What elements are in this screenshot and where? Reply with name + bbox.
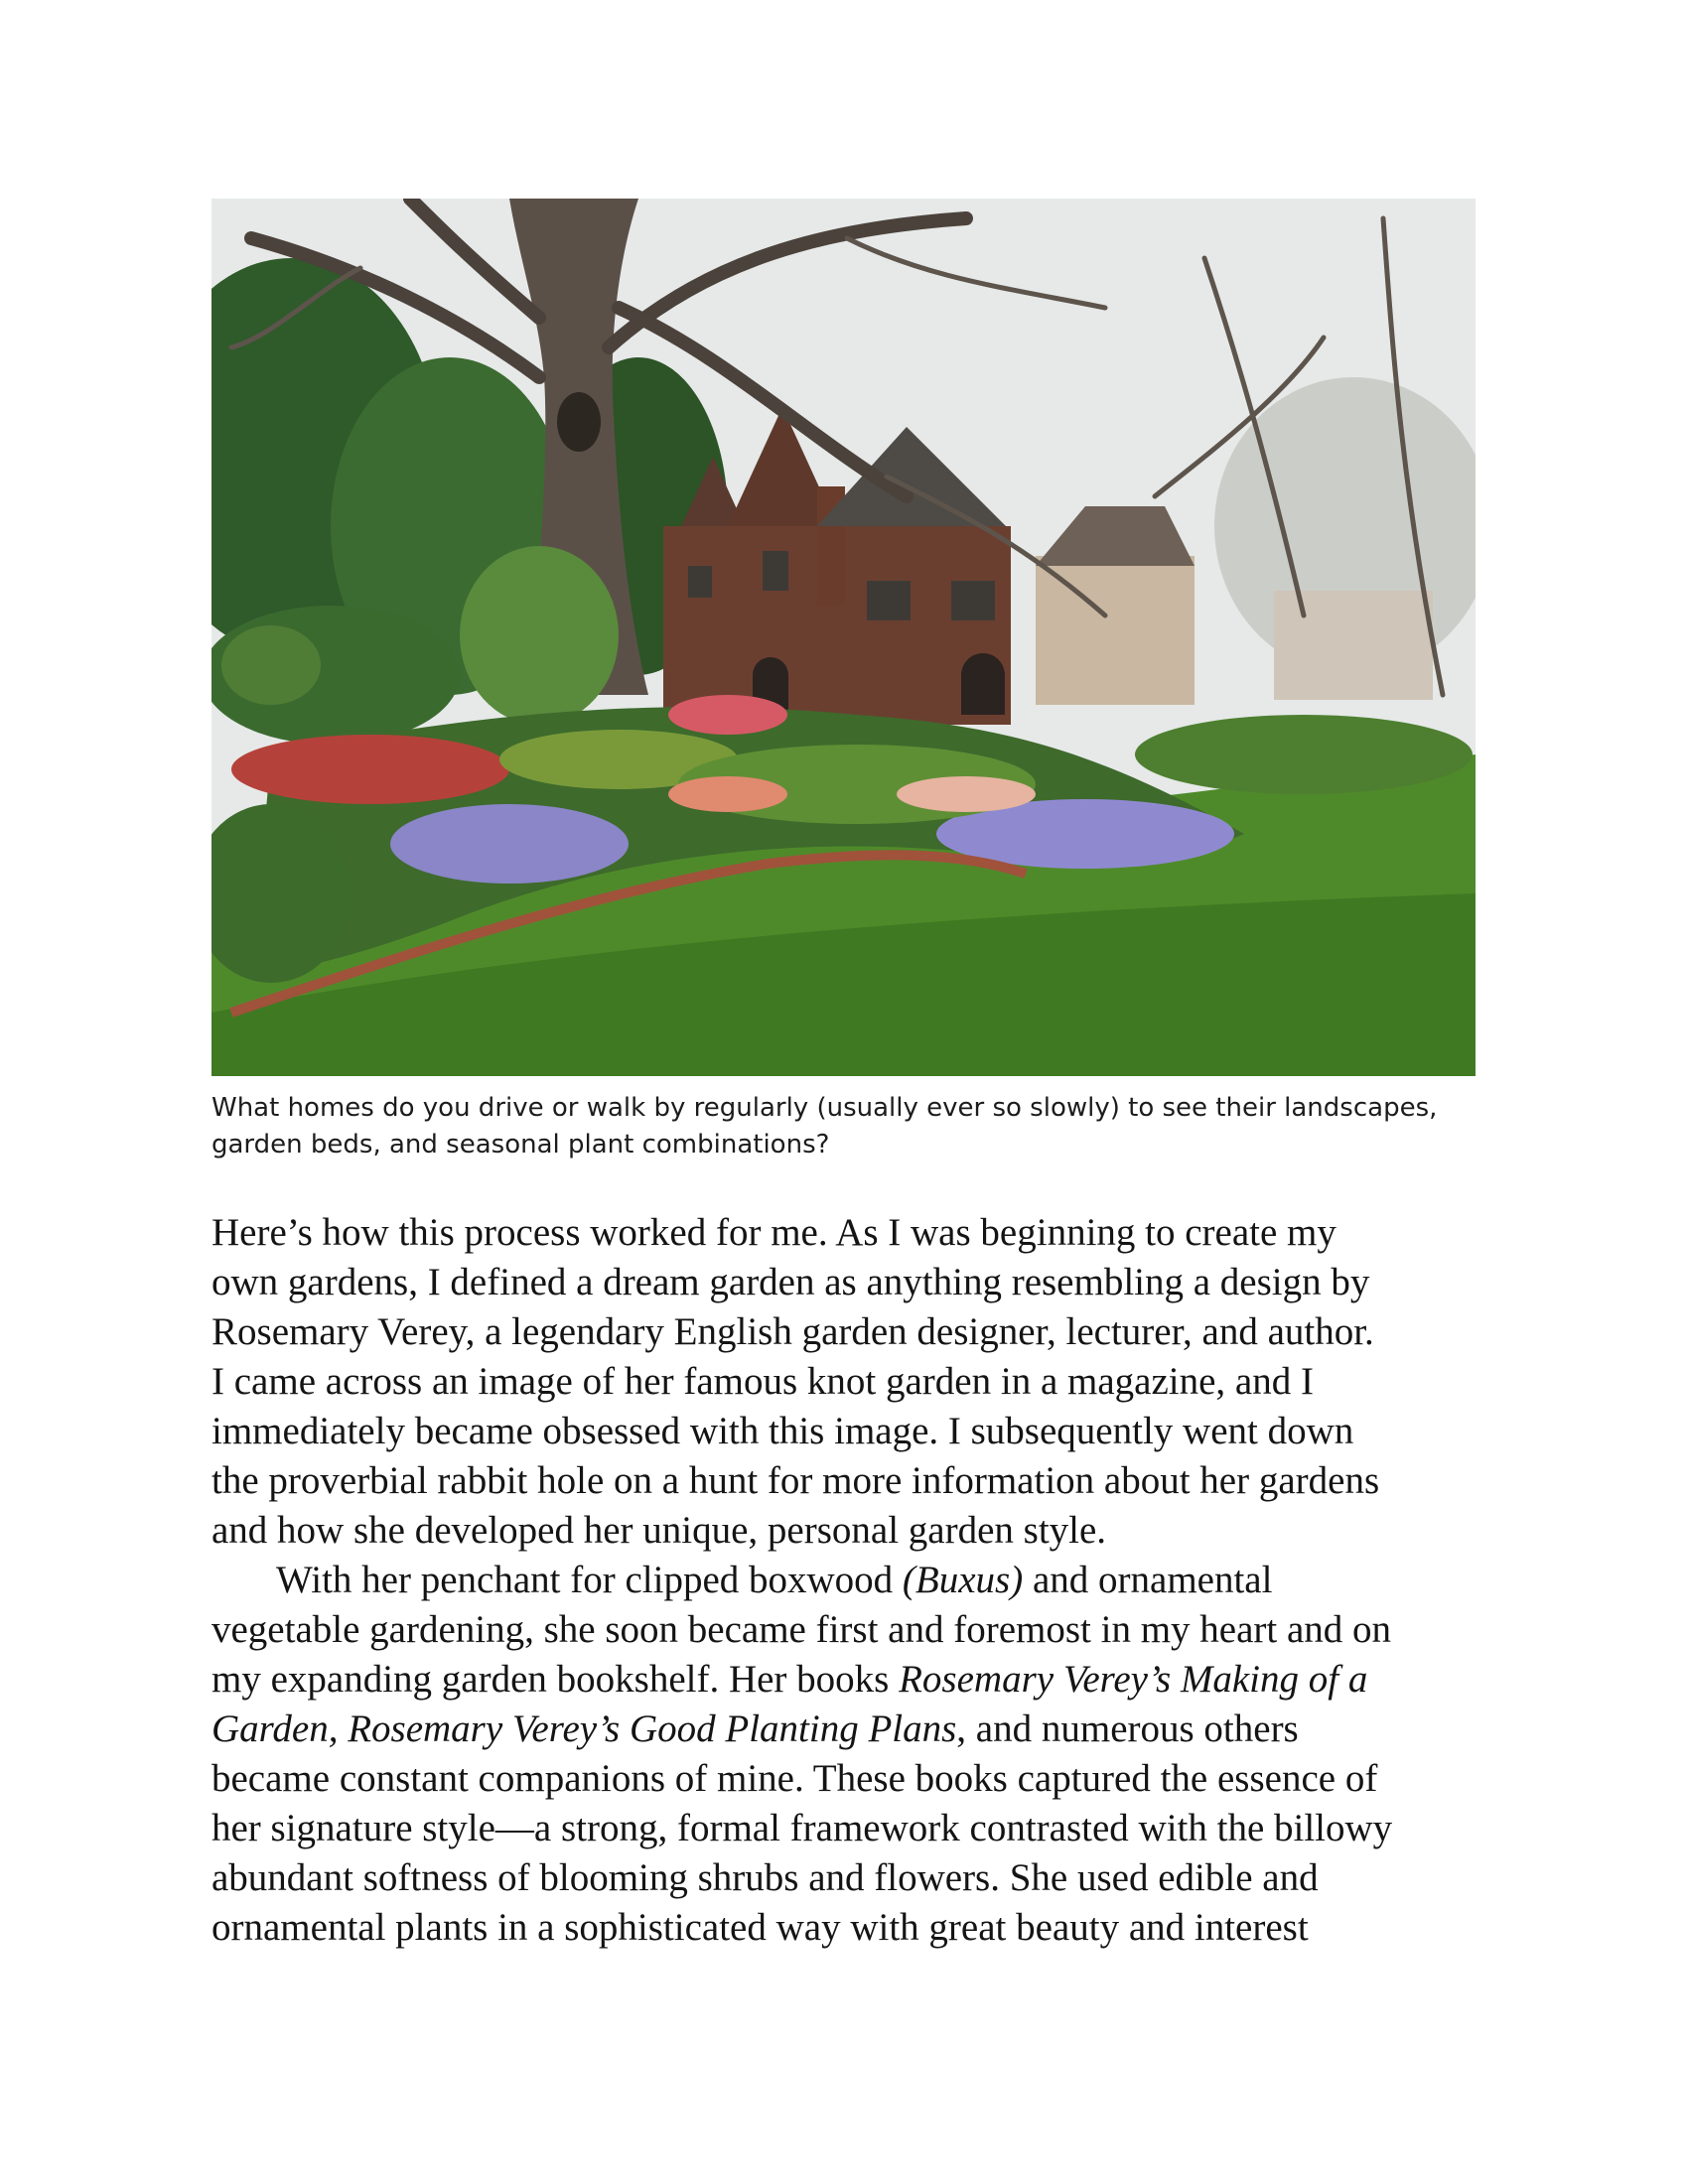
text-line: her signature style—a strong, formal framework contrasted with the billowy bbox=[211, 1807, 1393, 1849]
paragraph-1 bbox=[211, 1208, 1502, 1556]
text-line: the proverbial rabbit hole on a hunt for more information about her gardens bbox=[211, 1459, 1380, 1502]
text-line: Rosemary Verey, a legendary English garden designer, lecturer, and author. bbox=[211, 1310, 1374, 1353]
book-title: Garden, Rosemary Verey’s Good Planting Plans bbox=[211, 1707, 957, 1750]
text-line: Here’s how this process worked for me. As I was beginning to create my bbox=[211, 1211, 1336, 1254]
paragraph-2 bbox=[211, 1556, 1502, 1953]
text-line: my expanding garden bookshelf. Her books bbox=[211, 1658, 900, 1701]
text-line: and how she developed her unique, personal garden style. bbox=[211, 1509, 1107, 1552]
text-line: abundant softness of blooming shrubs and flowers. She used edible and bbox=[211, 1856, 1319, 1899]
text-line: and ornamental bbox=[1023, 1559, 1273, 1601]
text-line: , and numerous others bbox=[956, 1707, 1299, 1750]
photo-caption bbox=[211, 1090, 1492, 1163]
caption-line: What homes do you drive or walk by regularly (usually ever so slowly) to see their landscapes, bbox=[211, 1093, 1438, 1123]
text-line: vegetable gardening, she soon became first and foremost in my heart and on bbox=[211, 1608, 1392, 1651]
text-line: own gardens, I defined a dream garden as anything resembling a design by bbox=[211, 1261, 1370, 1303]
body-text bbox=[211, 1208, 1502, 1953]
text-line: I came across an image of her famous knot garden in a magazine, and I bbox=[211, 1360, 1314, 1403]
garden-house-photo bbox=[211, 199, 1476, 1076]
text-line: became constant companions of mine. These books captured the essence of bbox=[211, 1757, 1378, 1800]
text-line: ornamental plants in a sophisticated way with great beauty and interest bbox=[211, 1906, 1309, 1949]
caption-line: garden beds, and seasonal plant combinations? bbox=[211, 1130, 830, 1160]
text-line: immediately became obsessed with this image. I subsequently went down bbox=[211, 1410, 1354, 1452]
text-line: With her penchant for clipped boxwood bbox=[276, 1559, 903, 1601]
book-title: Rosemary Verey’s Making of a bbox=[899, 1658, 1368, 1701]
italic-text: (Buxus) bbox=[902, 1559, 1024, 1601]
